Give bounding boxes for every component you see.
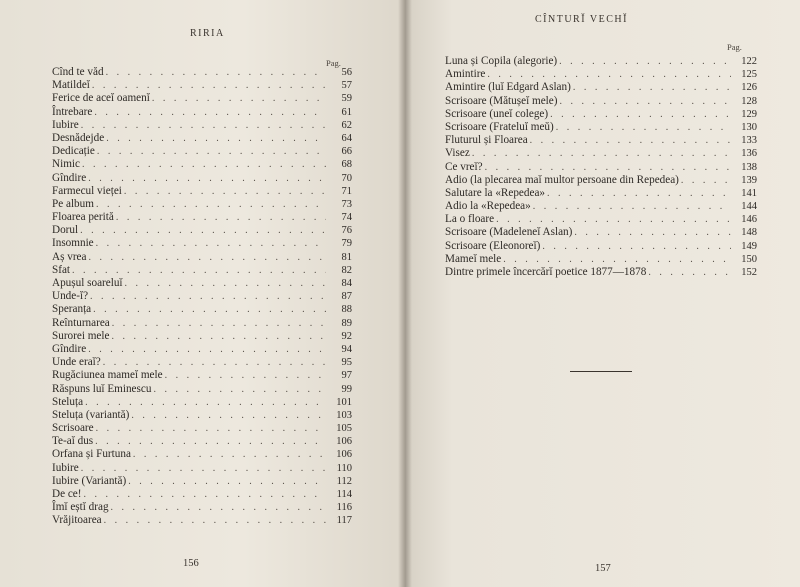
pag-label-left: Pag. bbox=[326, 58, 341, 68]
toc-entry bbox=[445, 240, 757, 253]
toc-entry bbox=[52, 290, 352, 303]
toc-entry-title: Orfana și Furtuna bbox=[52, 448, 131, 461]
toc-entry-page: 57 bbox=[341, 80, 352, 92]
dot-leader bbox=[496, 213, 731, 226]
toc-entry-title: Dorul bbox=[52, 224, 79, 237]
toc-entry bbox=[52, 409, 352, 422]
toc-entry-page: 129 bbox=[741, 108, 757, 120]
dot-leader bbox=[559, 95, 731, 108]
toc-entry bbox=[52, 488, 352, 501]
toc-entry-page: 56 bbox=[341, 67, 352, 78]
toc-entry-title: Scrisoare (Mătușeĭ mele) bbox=[445, 94, 558, 107]
dot-leader bbox=[88, 251, 326, 264]
toc-entry-page: 141 bbox=[741, 187, 757, 199]
toc-entry-title: Vrăjitoarea bbox=[52, 514, 102, 527]
toc-entry-title: Cînd te văd bbox=[52, 66, 104, 78]
toc-entry bbox=[445, 55, 757, 68]
toc-entry bbox=[52, 514, 352, 527]
toc-entry-title: Amintire (luĭ Edgard Aslan) bbox=[445, 81, 571, 94]
toc-entry bbox=[52, 369, 352, 382]
toc-entry bbox=[445, 200, 757, 213]
pag-label-right: Pag. bbox=[727, 42, 742, 52]
toc-entry bbox=[52, 198, 352, 211]
toc-entry bbox=[52, 448, 352, 461]
toc-entry-title: Ce vreĭ? bbox=[445, 160, 483, 173]
toc-entry-page: 88 bbox=[341, 304, 352, 316]
toc-entry-title: Întrebare bbox=[52, 105, 93, 118]
toc-entry bbox=[52, 317, 352, 330]
toc-entry-page: 106 bbox=[336, 436, 352, 448]
dot-leader bbox=[485, 161, 731, 174]
toc-entry bbox=[52, 172, 352, 185]
toc-entry bbox=[445, 213, 757, 226]
book-gutter bbox=[398, 0, 412, 587]
toc-entry-title: Salutare la «Repedea» bbox=[445, 186, 546, 199]
toc-entry-page: 70 bbox=[341, 172, 352, 184]
toc-entry bbox=[52, 224, 352, 237]
toc-entry-title: Scrisoare bbox=[52, 422, 94, 435]
right-page bbox=[405, 0, 800, 587]
toc-entry-page: 149 bbox=[741, 240, 757, 252]
toc-entry-title: La o floare bbox=[445, 213, 495, 226]
toc-entry-title: Ferice de aceĭ oamenĭ bbox=[52, 92, 150, 105]
toc-entry-page: 150 bbox=[741, 253, 757, 265]
toc-entry-title: Adio (la plecarea maĭ multor persoane din Repedea) bbox=[445, 173, 679, 186]
toc-entry-title: Luna și Copila (alegorie) bbox=[445, 55, 558, 67]
toc-entry-page: 74 bbox=[341, 212, 352, 224]
toc-entry-title: Iubire (Variantă) bbox=[52, 474, 127, 487]
toc-entry bbox=[445, 68, 757, 81]
toc-entry bbox=[52, 277, 352, 290]
toc-entry bbox=[52, 475, 352, 488]
toc-entry-page: 61 bbox=[341, 106, 352, 118]
dot-leader bbox=[112, 317, 326, 330]
toc-entry-page: 81 bbox=[341, 251, 352, 263]
dot-leader bbox=[128, 475, 326, 488]
dot-leader bbox=[103, 356, 326, 369]
dot-leader bbox=[96, 198, 326, 211]
dot-leader bbox=[648, 266, 731, 279]
toc-entry bbox=[445, 147, 757, 160]
dot-leader bbox=[93, 303, 326, 316]
toc-entry-title: Amintire bbox=[445, 68, 486, 81]
toc-entry-page: 128 bbox=[741, 95, 757, 107]
dot-leader bbox=[72, 264, 326, 277]
toc-entry-title: Dedicație bbox=[52, 145, 95, 158]
toc-entry bbox=[52, 251, 352, 264]
dot-leader bbox=[116, 211, 326, 224]
toc-list-right bbox=[445, 55, 757, 279]
dot-leader bbox=[681, 174, 731, 187]
toc-entry-title: De ce! bbox=[52, 488, 82, 500]
dot-leader bbox=[125, 277, 326, 290]
toc-entry bbox=[52, 501, 352, 514]
dot-leader bbox=[80, 224, 326, 237]
dot-leader bbox=[85, 396, 326, 409]
toc-entry-title: Mameĭ mele bbox=[445, 252, 502, 265]
toc-entry-title: Nimic bbox=[52, 158, 80, 171]
toc-entry bbox=[52, 396, 352, 409]
toc-entry-title: Fluturul și Floarea bbox=[445, 134, 528, 147]
dot-leader bbox=[574, 226, 731, 239]
toc-entry bbox=[52, 132, 352, 145]
toc-entry-title: Adio la «Repedea» bbox=[445, 200, 531, 213]
dot-leader bbox=[530, 134, 731, 147]
dot-leader bbox=[111, 330, 326, 343]
dot-leader bbox=[542, 240, 731, 253]
toc-entry-page: 95 bbox=[341, 357, 352, 369]
toc-entry-page: 99 bbox=[341, 383, 352, 395]
dot-leader bbox=[573, 81, 731, 94]
toc-entry-page: 116 bbox=[336, 502, 352, 514]
toc-entry-page: 152 bbox=[741, 267, 757, 278]
dot-leader bbox=[81, 119, 326, 132]
toc-entry-page: 94 bbox=[341, 343, 352, 355]
toc-entry-page: 126 bbox=[741, 82, 757, 94]
toc-entry bbox=[52, 79, 352, 92]
toc-entry bbox=[52, 303, 352, 316]
toc-entry-title: Steluța bbox=[52, 395, 84, 408]
page-number-right: 157 bbox=[595, 563, 611, 574]
toc-entry-page: 62 bbox=[341, 119, 352, 131]
toc-entry bbox=[445, 161, 757, 174]
toc-entry bbox=[445, 253, 757, 266]
dot-leader bbox=[82, 158, 326, 171]
toc-entry-title: Scrisoare (Frateluĭ meŭ) bbox=[445, 120, 554, 133]
toc-entry-title: Steluța (variantă) bbox=[52, 408, 130, 421]
toc-entry bbox=[52, 383, 352, 396]
toc-entry-page: 84 bbox=[341, 278, 352, 289]
dot-leader bbox=[95, 435, 326, 448]
toc-entry bbox=[52, 237, 352, 250]
toc-entry-title: Rugăciunea mameĭ mele bbox=[52, 369, 163, 382]
toc-entry-page: 114 bbox=[336, 489, 352, 500]
toc-entry-title: Te-aĭ dus bbox=[52, 435, 94, 448]
dot-leader bbox=[487, 68, 731, 81]
dot-leader bbox=[503, 253, 731, 266]
toc-entry-page: 89 bbox=[341, 317, 352, 329]
toc-entry-title: Aș vrea bbox=[52, 250, 87, 263]
toc-entry-title: Scrisoare (uneĭ colege) bbox=[445, 107, 549, 120]
toc-entry-page: 148 bbox=[741, 227, 757, 239]
dot-leader bbox=[124, 185, 326, 198]
toc-entry bbox=[52, 92, 352, 105]
dot-leader bbox=[92, 79, 326, 92]
toc-entry-page: 73 bbox=[341, 198, 352, 210]
dot-leader bbox=[165, 369, 326, 382]
toc-entry-title: Sfat bbox=[52, 263, 71, 276]
running-head-left: RIRIA bbox=[190, 28, 225, 39]
toc-entry bbox=[445, 226, 757, 239]
toc-entry bbox=[52, 435, 352, 448]
toc-entry bbox=[445, 187, 757, 200]
toc-entry-title: Surorei mele bbox=[52, 329, 110, 342]
dot-leader bbox=[550, 108, 731, 121]
toc-entry-page: 146 bbox=[741, 214, 757, 226]
dot-leader bbox=[88, 172, 326, 185]
toc-entry bbox=[52, 343, 352, 356]
toc-entry-page: 59 bbox=[341, 93, 352, 105]
dot-leader bbox=[133, 448, 326, 461]
dot-leader bbox=[104, 514, 326, 527]
toc-entry-title: Îmĭ eștĭ drag bbox=[52, 501, 109, 514]
toc-entry-page: 130 bbox=[741, 121, 757, 133]
toc-entry bbox=[445, 266, 757, 279]
toc-entry-page: 144 bbox=[741, 201, 757, 213]
toc-entry-page: 92 bbox=[341, 330, 352, 342]
dot-leader bbox=[88, 343, 326, 356]
toc-entry-title: Pe album bbox=[52, 197, 94, 210]
dot-leader bbox=[96, 422, 326, 435]
toc-entry-title: Desnădejde bbox=[52, 131, 105, 144]
toc-entry-title: Farmecul vieței bbox=[52, 184, 122, 197]
toc-entry-page: 110 bbox=[336, 462, 352, 474]
toc-entry-page: 101 bbox=[336, 396, 352, 408]
toc-entry-page: 64 bbox=[341, 132, 352, 144]
dot-leader bbox=[96, 237, 326, 250]
toc-entry-title: Scrisoare (Madeleneĭ Aslan) bbox=[445, 226, 573, 239]
dot-leader bbox=[559, 55, 731, 68]
section-end-rule bbox=[570, 371, 632, 372]
toc-entry-page: 122 bbox=[741, 56, 757, 67]
toc-entry bbox=[445, 81, 757, 94]
toc-entry-page: 133 bbox=[741, 135, 757, 147]
dot-leader bbox=[152, 92, 326, 105]
dot-leader bbox=[81, 462, 326, 475]
toc-entry bbox=[445, 95, 757, 108]
toc-entry-page: 82 bbox=[341, 264, 352, 276]
toc-entry-page: 76 bbox=[341, 225, 352, 237]
toc-entry-title: Scrisoare (Eleonoreĭ) bbox=[445, 239, 541, 252]
toc-entry bbox=[52, 106, 352, 119]
toc-entry bbox=[52, 211, 352, 224]
dot-leader bbox=[547, 187, 731, 200]
toc-entry-title: Matildeĭ bbox=[52, 79, 90, 92]
toc-entry-page: 87 bbox=[341, 291, 352, 303]
toc-entry-page: 66 bbox=[341, 146, 352, 158]
toc-entry-title: Gîndire bbox=[52, 342, 87, 355]
toc-entry-page: 105 bbox=[336, 423, 352, 435]
toc-entry bbox=[445, 134, 757, 147]
toc-entry-page: 112 bbox=[336, 475, 352, 487]
dot-leader bbox=[97, 145, 326, 158]
toc-entry bbox=[52, 145, 352, 158]
toc-entry-page: 79 bbox=[341, 238, 352, 250]
toc-entry-title: Floarea perită bbox=[52, 211, 114, 224]
toc-entry-title: Speranța bbox=[52, 303, 92, 316]
dot-leader bbox=[90, 290, 326, 303]
toc-entry-page: 117 bbox=[336, 515, 352, 527]
toc-entry-title: Apușul soareluĭ bbox=[52, 277, 123, 289]
toc-entry-title: Unde eraĭ? bbox=[52, 356, 101, 369]
toc-entry bbox=[52, 330, 352, 343]
toc-entry bbox=[52, 264, 352, 277]
toc-entry-page: 68 bbox=[341, 159, 352, 171]
running-head-right: CÎNTURĬ VECHĬ bbox=[535, 14, 628, 25]
toc-entry-title: Gîndire bbox=[52, 171, 87, 184]
toc-entry bbox=[52, 66, 352, 79]
toc-entry bbox=[52, 185, 352, 198]
toc-list-left bbox=[52, 66, 352, 528]
toc-entry bbox=[52, 356, 352, 369]
page-number-left: 156 bbox=[183, 558, 199, 569]
toc-entry-title: Răspuns luĭ Eminescu bbox=[52, 382, 152, 395]
toc-entry-page: 71 bbox=[341, 185, 352, 197]
dot-leader bbox=[533, 200, 731, 213]
dot-leader bbox=[106, 66, 326, 79]
toc-entry-title: Insomnie bbox=[52, 237, 94, 250]
toc-entry-title: Dintre primele încercărĭ poetice 1877—1878 bbox=[445, 266, 647, 278]
toc-entry-page: 103 bbox=[336, 409, 352, 421]
toc-entry-title: Visez bbox=[445, 147, 470, 160]
dot-leader bbox=[556, 121, 731, 134]
toc-entry bbox=[52, 462, 352, 475]
toc-entry-page: 125 bbox=[741, 69, 757, 81]
dot-leader bbox=[131, 409, 326, 422]
toc-entry bbox=[445, 121, 757, 134]
toc-entry-title: Reînturnarea bbox=[52, 316, 110, 329]
toc-entry-title: Unde-ĭ? bbox=[52, 290, 89, 303]
toc-entry-title: Iubire bbox=[52, 118, 79, 131]
dot-leader bbox=[153, 383, 326, 396]
dot-leader bbox=[111, 501, 326, 514]
dot-leader bbox=[106, 132, 326, 145]
toc-entry-title: Iubire bbox=[52, 461, 79, 474]
toc-entry bbox=[52, 158, 352, 171]
toc-entry-page: 139 bbox=[741, 174, 757, 186]
dot-leader bbox=[472, 147, 731, 160]
toc-entry-page: 106 bbox=[336, 449, 352, 461]
toc-entry bbox=[445, 108, 757, 121]
dot-leader bbox=[94, 106, 326, 119]
toc-entry-page: 138 bbox=[741, 161, 757, 173]
toc-entry-page: 97 bbox=[341, 370, 352, 382]
toc-entry bbox=[52, 119, 352, 132]
dot-leader bbox=[84, 488, 327, 501]
toc-entry bbox=[445, 174, 757, 187]
toc-entry bbox=[52, 422, 352, 435]
toc-entry-page: 136 bbox=[741, 148, 757, 160]
